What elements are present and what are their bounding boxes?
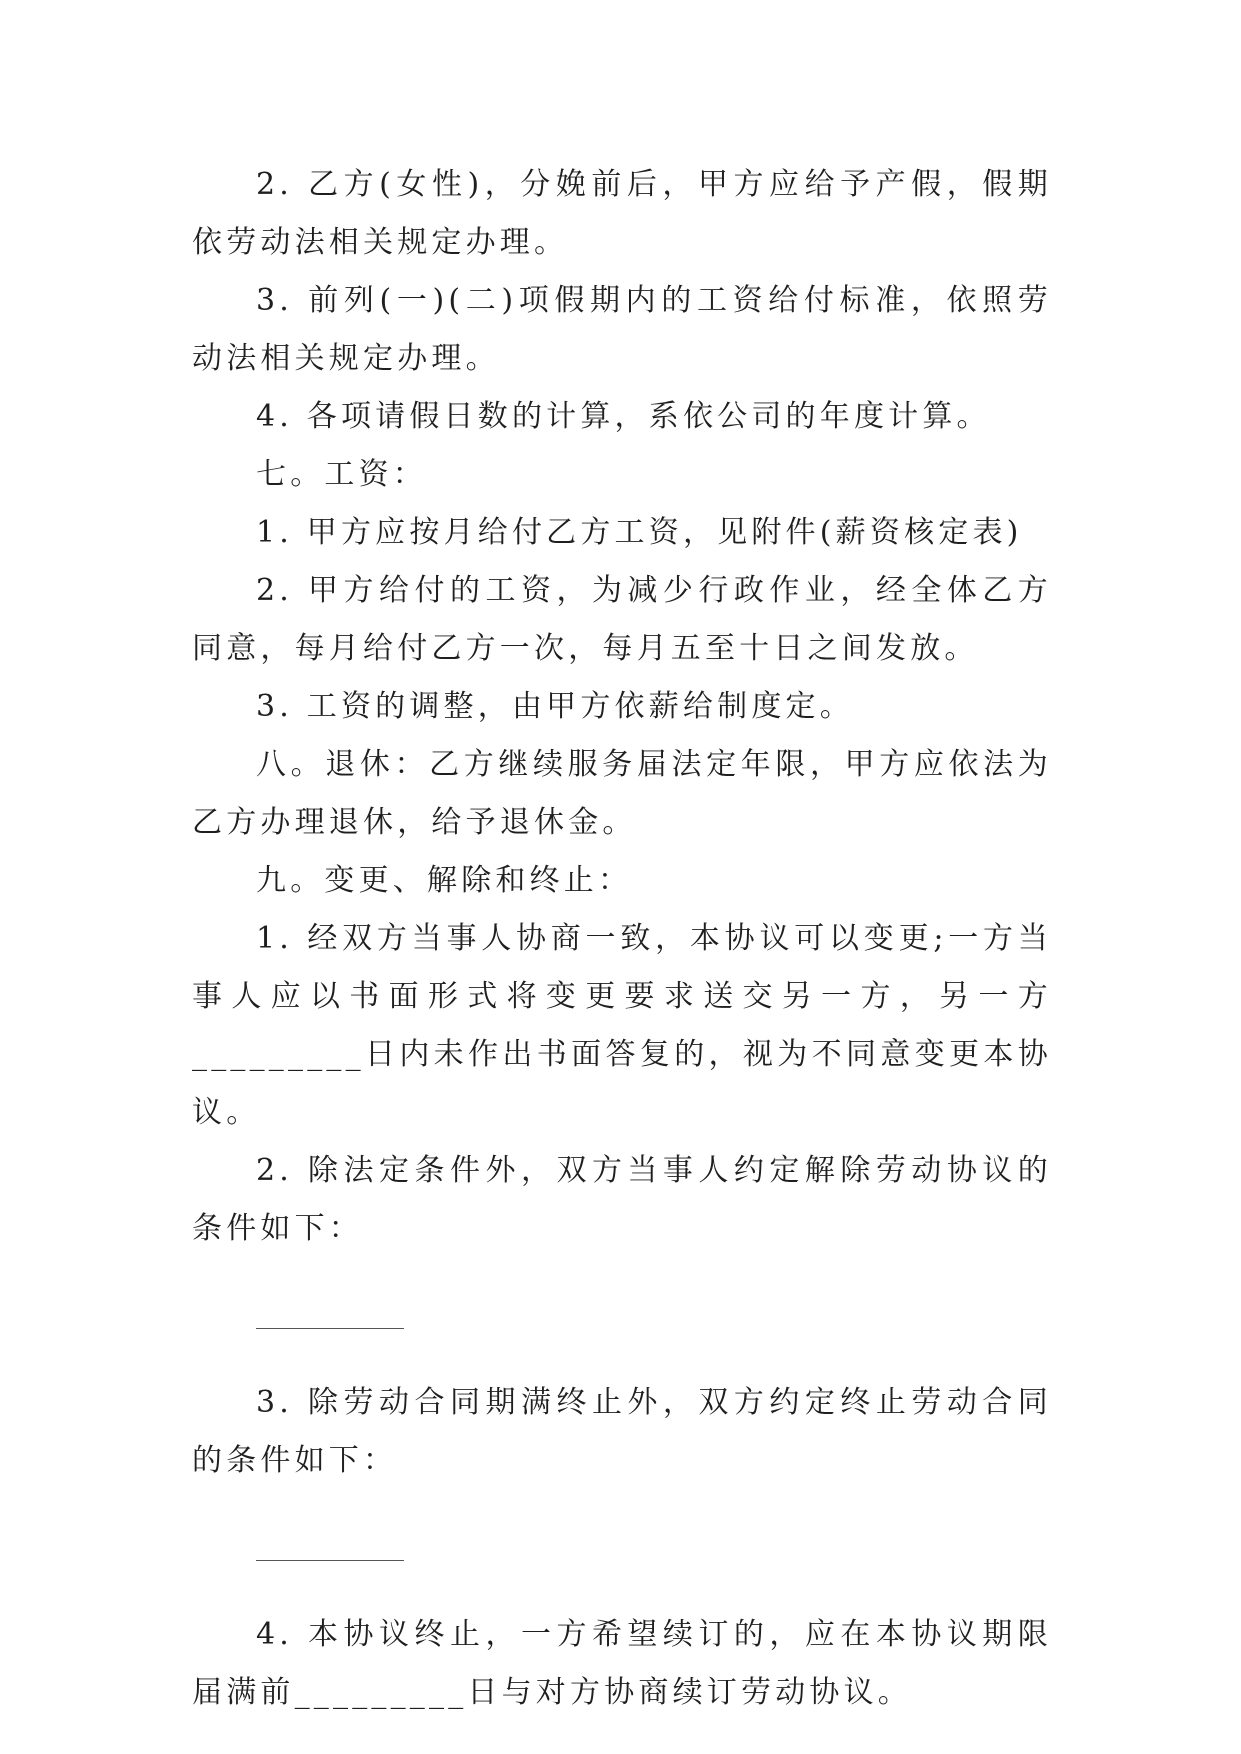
section-heading-retirement: 八。退休：乙方继续服务届法定年限，甲方应依法为乙方办理退休，给予退休金。 <box>192 747 1052 840</box>
paragraph-maternity-leave: 2. 乙方(女性)，分娩前后，甲方应给予产假，假期依劳动法相关规定办理。 <box>192 167 1052 260</box>
fill-in-blank-line <box>192 1258 1052 1374</box>
document-body <box>192 156 1052 1722</box>
blank-underline <box>256 1560 404 1561</box>
fill-in-blank-line <box>192 1490 1052 1606</box>
paragraph-termination-conditions: 3. 除劳动合同期满终止外，双方约定终止劳动合同的条件如下： <box>192 1385 1052 1478</box>
paragraph-renewal: 4. 本协议终止，一方希望续订的，应在本协议期限届满前_________日与对方协商续订劳动协议。 <box>192 1617 1052 1710</box>
paragraph-wage-adjustment: 3. 工资的调整，由甲方依薪给制度定。 <box>256 689 854 724</box>
paragraph-leave-day-calculation: 4. 各项请假日数的计算，系依公司的年度计算。 <box>256 399 991 434</box>
section-heading-wages: 七。工资： <box>256 457 427 492</box>
paragraph-monthly-wage: 1. 甲方应按月给付乙方工资，见附件(薪资核定表) <box>256 515 1023 550</box>
paragraph-agreement-change: 1. 经双方当事人协商一致，本协议可以变更;一方当事人应以书面形式将变更要求送交另一方，另一方_________日内未作出书面答复的，视为不同意变更本协议。 <box>192 921 1052 1130</box>
paragraph-rescission-conditions: 2. 除法定条件外，双方当事人约定解除劳动协议的条件如下： <box>192 1153 1052 1246</box>
paragraph-leave-wage-standard: 3. 前列(一)(二)项假期内的工资给付标准，依照劳动法相关规定办理。 <box>192 283 1052 376</box>
paragraph-wage-payment-schedule: 2. 甲方给付的工资，为减少行政作业，经全体乙方同意，每月给付乙方一次，每月五至十日之间发放。 <box>192 573 1052 666</box>
section-heading-change-termination: 九。变更、解除和终止： <box>256 863 633 898</box>
blank-underline <box>256 1328 404 1329</box>
